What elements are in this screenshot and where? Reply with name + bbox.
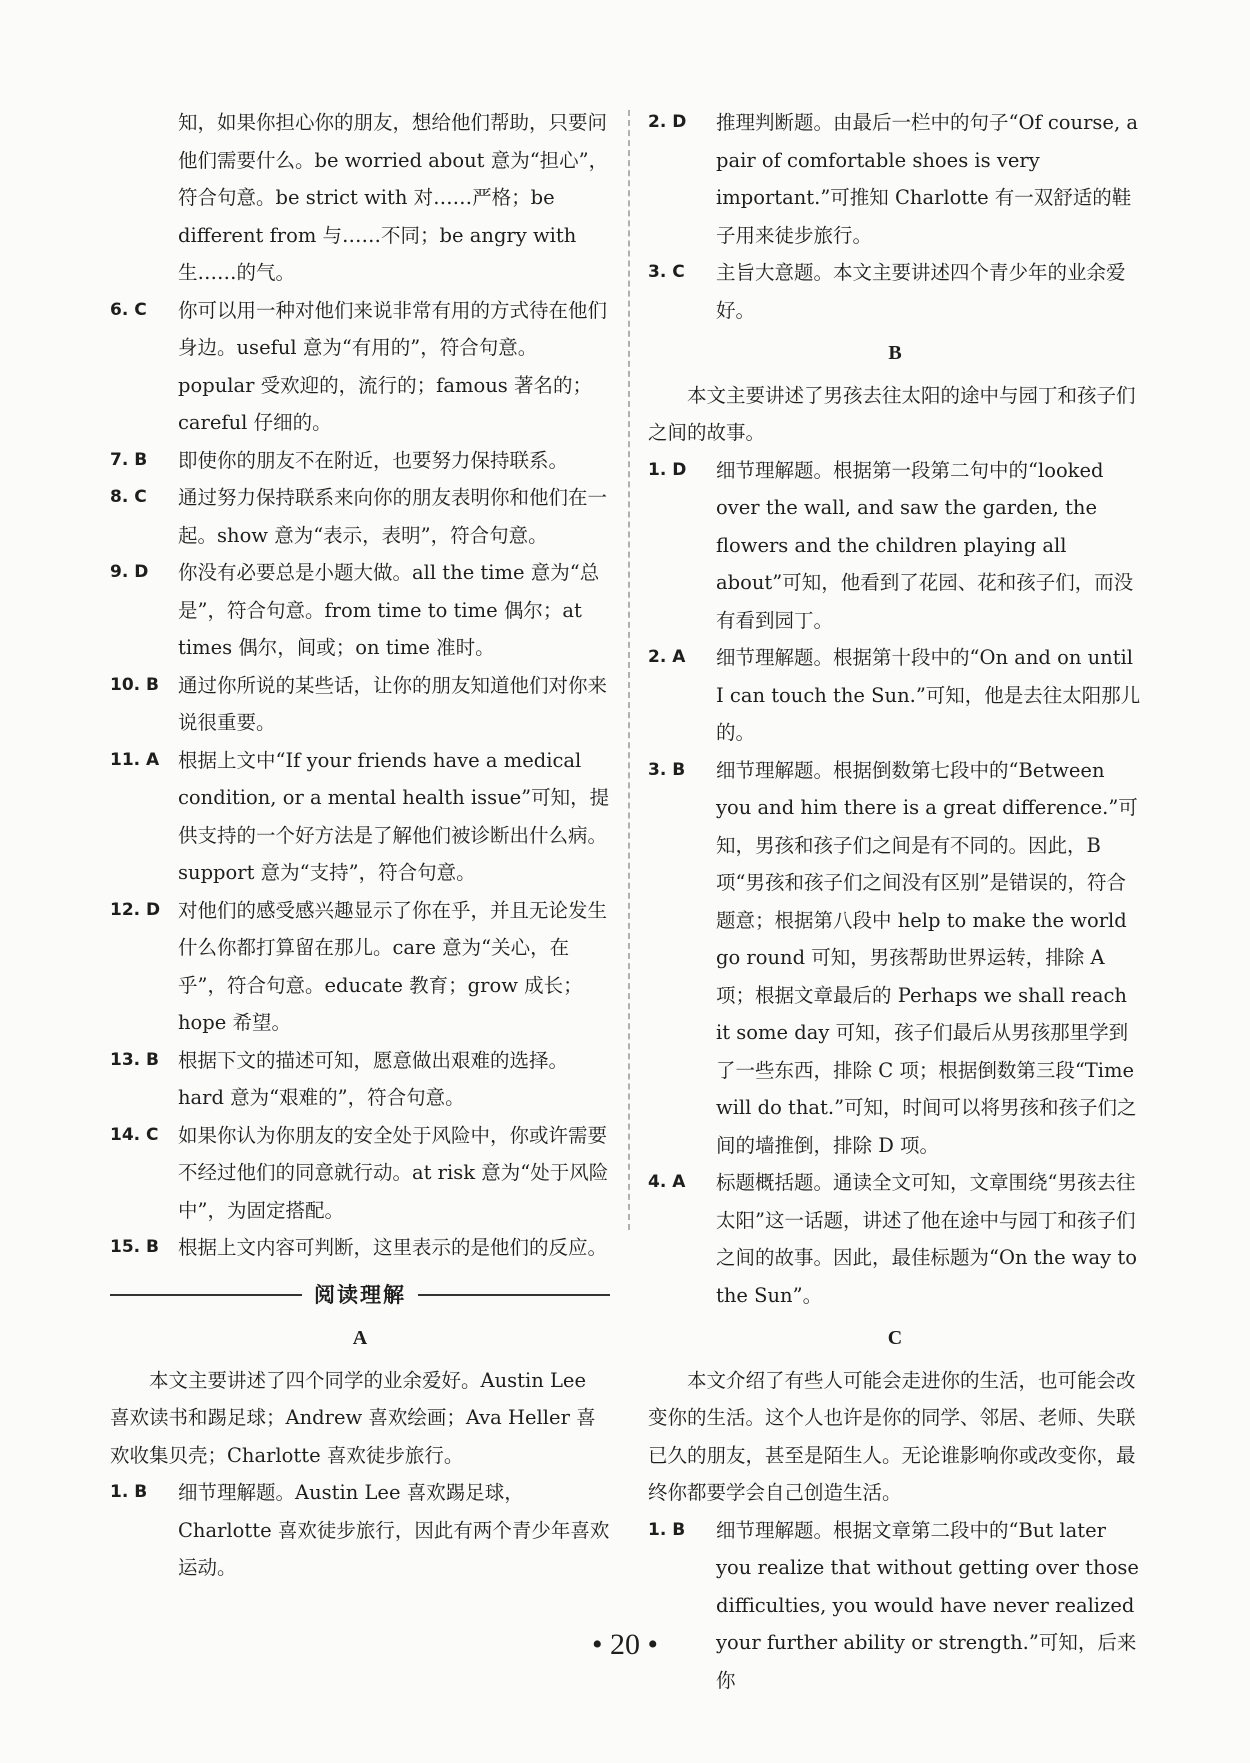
continued-explanation: 知，如果你担心你的朋友，想给他们帮助，只要问他们需要什么。be worried about 意为“担心”，符合句意。be strict with 对……严格；be different from 与……不同；be angry with 生……的气。 xyxy=(178,111,609,284)
column-divider xyxy=(628,110,630,1230)
answer-item: 3. B 细节理解题。根据倒数第七段中的“Between you and him there is a great difference.”可知，男孩和孩子们之间是有不同的。因此，B项“男孩和孩子们之间没有区别”是错误的，符合题意；根据第八段中 help to make the world go round 可知，男孩帮助世界运转，排除 A 项；根据文章最后的 Perhaps we shall reach it some day 可知，孩子们最后从男孩那里学到了一些东西，排除 C 项；根据倒数第三段“Time will do that.”可知，时间可以将男孩和孩子们之间的墙推倒，排除 D 项。 xyxy=(648,758,1138,1157)
answer-item: 3. C 主旨大意题。本文主要讲述四个青少年的业余爱好。 xyxy=(648,261,1126,322)
answer-item: 11. A 根据上文中“If your friends have a medical condition, or a mental health issue”可知，提供支持的一个好方法是了解他们被诊断出什么病。support 意为“支持”，符合句意。 xyxy=(110,748,610,884)
answer-item: 2. A 细节理解题。根据第十段中的“On and on until I can touch the Sun.”可知，他是去往太阳那儿的。 xyxy=(648,646,1141,744)
answer-item: 8. C 通过努力保持联系来向你的朋友表明你和他们在一起。show 意为“表示，表明”，符合句意。 xyxy=(110,486,608,547)
answer-item: 12. D 对他们的感受感兴趣显示了你在乎，并且无论发生什么你都打算留在那儿。care 意为“关心，在乎”，符合句意。educate 教育；grow 成长；hope 希望。 xyxy=(110,898,608,1034)
passage-b-intro: 本文主要讲述了男孩去往太阳的途中与园丁和孩子们之间的故事。 xyxy=(648,383,1136,444)
passage-a-title: A xyxy=(352,1327,368,1349)
answer-item: 9. D 你没有必要总是小题大做。all the time 意为“总是”，符合句意。from time to time 偶尔；at times 偶尔，间或；on time 准时。 xyxy=(110,561,600,659)
answer-item: 13. B 根据下文的描述可知，愿意做出艰难的选择。hard 意为“艰难的”，符合句意。 xyxy=(110,1048,569,1109)
answer-item: 1. D 细节理解题。根据第一段第二句中的“looked over the wall, and saw the garden, the flowers and the children playing all about”可知，他看到了花园、花和孩子们，而没有看到园丁。 xyxy=(648,458,1134,632)
cloze-answers xyxy=(110,292,610,1267)
passage-c-intro: 本文介绍了有些人可能会走进你的生活，也可能会改变你的生活。这个人也许是你的同学、邻居、老师、失联已久的朋友，甚至是陌生人。无论谁影响你或改变你，最终你都要学会自己创造生活。 xyxy=(648,1368,1136,1504)
passage-a-intro: 本文主要讲述了四个同学的业余爱好。Austin Lee 喜欢读书和踢足球；Andrew 喜欢绘画；Ava Heller 喜欢收集贝壳；Charlotte 喜欢徒步旅行。 xyxy=(110,1368,596,1467)
answer-item: 6. C 你可以用一种对他们来说非常有用的方式待在他们身边。useful 意为“有用的”，符合句意。popular 受欢迎的，流行的；famous 著名的；careful 仔细的。 xyxy=(110,298,608,434)
answer-item: 14. C 如果你认为你朋友的安全处于风险中，你或许需要不经过他们的同意就行动。at risk 意为“处于风险中”，为固定搭配。 xyxy=(110,1123,609,1222)
answer-item: 15. B 根据上文内容可判断，这里表示的是他们的反应。 xyxy=(110,1236,608,1259)
right-column xyxy=(648,104,1142,1699)
answer-item: 2. D 推理判断题。由最后一栏中的句子“Of course, a pair of comfortable shoes is very important.”可推知 Charlotte 有一双舒适的鞋子用来徒步旅行。 xyxy=(648,111,1138,247)
passage-b-title: B xyxy=(888,342,902,364)
section-title: 阅读理解 xyxy=(314,1282,406,1307)
heading-rule-right xyxy=(418,1294,610,1296)
answer-item: 4. A 标题概括题。通读全文可知，文章围绕“男孩去往太阳”这一话题，讲述了他在途中与园丁和孩子们之间的故事。因此，最佳标题为“On the way to the Sun”。 xyxy=(648,1171,1137,1307)
answer-item: 7. B 即使你的朋友不在附近，也要努力保持联系。 xyxy=(110,448,569,472)
passage-c-title: C xyxy=(887,1327,903,1349)
answer-item: 1. B 细节理解题。根据文章第二段中的“But later you realize that without getting over those difficulties, you would have never realized your further ability or strength.”可知，后来你 xyxy=(648,1518,1139,1692)
heading-rule-left xyxy=(110,1294,302,1296)
answer-item: 10. B 通过你所说的某些话，让你的朋友知道他们对你来说很重要。 xyxy=(110,673,608,734)
section-heading xyxy=(110,1277,610,1315)
page-number: • 20 • xyxy=(591,1628,658,1661)
left-column xyxy=(110,104,610,1587)
answer-item: 1. B 细节理解题。Austin Lee 喜欢踢足球，Charlotte 喜欢徒步旅行，因此有两个青少年喜欢运动。 xyxy=(110,1481,610,1579)
